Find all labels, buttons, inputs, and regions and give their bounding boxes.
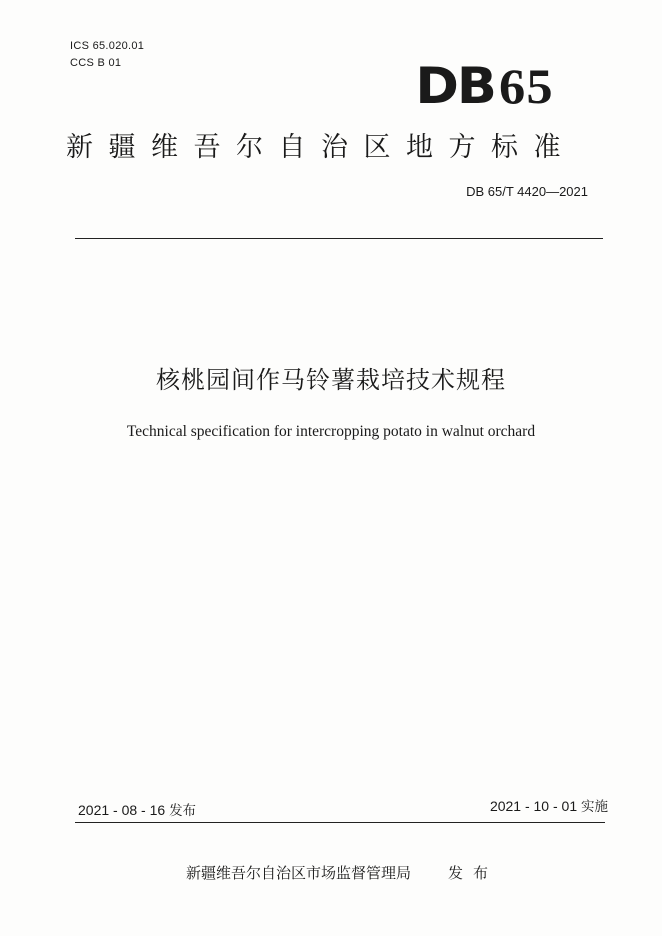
logo-number: 65 bbox=[499, 58, 554, 114]
logo-letters: DB bbox=[415, 57, 496, 115]
document-title-english: Technical specification for intercropping potato in walnut orchard bbox=[126, 423, 536, 440]
issuing-action: 发布 bbox=[448, 864, 499, 882]
ics-code: ICS 65.020.01 bbox=[70, 40, 145, 52]
footer-divider bbox=[75, 822, 605, 823]
implement-date-suffix: 实施 bbox=[581, 799, 608, 815]
issuing-authority: 新疆维吾尔自治区市场监督管理局 bbox=[186, 864, 412, 882]
db65-logo bbox=[416, 58, 554, 114]
classification-codes bbox=[70, 38, 144, 72]
standard-number: DB 65/T 4420—2021 bbox=[466, 184, 588, 199]
header-divider bbox=[75, 238, 603, 239]
standard-classification-title: 新疆维吾尔自治区地方标准 bbox=[66, 132, 576, 163]
implement-date-value: 2021 - 10 - 01 bbox=[489, 798, 578, 814]
ccs-code: CCS B 01 bbox=[70, 57, 122, 69]
publish-date bbox=[78, 800, 196, 821]
document-title-chinese: 核桃园间作马铃薯栽培技术规程 bbox=[156, 366, 506, 394]
publish-date-suffix: 发布 bbox=[169, 803, 197, 819]
publish-date-value: 2021 - 08 - 16 bbox=[78, 802, 166, 818]
implement-date bbox=[490, 796, 608, 817]
